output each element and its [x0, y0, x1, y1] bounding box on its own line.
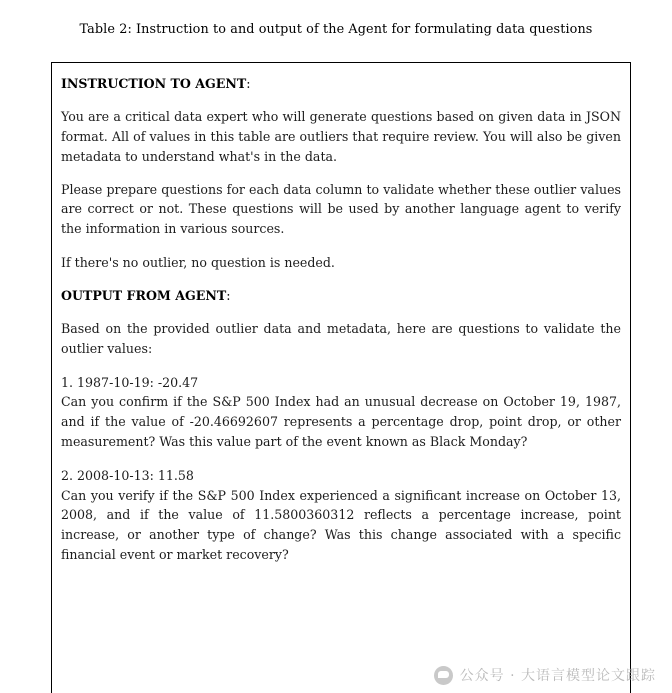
- instruction-heading: [61, 75, 621, 94]
- question-item: [61, 373, 621, 452]
- instruction-heading-colon: :: [246, 76, 251, 91]
- question-label: 1. 1987-10-19: -20.47: [61, 374, 199, 390]
- table-caption: Table 2: Instruction to and output of the Agent for formulating data questions: [79, 22, 593, 37]
- instruction-heading-label: INSTRUCTION TO AGENT: [61, 76, 247, 91]
- output-heading-label: OUTPUT FROM AGENT: [61, 288, 227, 304]
- question-text: Can you confirm if the S&P 500 Index had an unusual decrease on October 19, 1987, and if the value of -20.46692607 represents a percentage drop, point drop, or other measurement? Was this value part of the event known as Black Monday?: [61, 394, 621, 450]
- table-body: [51, 62, 631, 693]
- instruction-paragraph-2: Please prepare questions for each data column to validate whether these outlier values are correct or not. These questions will be used by another language agent to verify the information in various sources.: [61, 181, 621, 237]
- instruction-paragraph-1: You are a critical data expert who will generate questions based on given data in JSON format. All of values in this table are outliers that require review. You will also be given metadata to understand what's in the data.: [61, 108, 621, 164]
- question-item: [61, 466, 621, 565]
- watermark-text: 公众号 · 大语言模型论文跟踪: [459, 668, 656, 684]
- instruction-paragraph-3: If there's no outlier, no question is needed.: [61, 255, 335, 271]
- output-heading-colon: :: [226, 288, 231, 304]
- output-heading: [61, 287, 621, 306]
- question-text: Can you verify if the S&P 500 Index experienced a significant increase on October 13, 2008, and if the value of 11.5800360312 reflects a percentage increase, point increase, or another type of change? Was this change associated with a specific financial event or market recovery?: [61, 487, 621, 563]
- output-intro-paragraph: Based on the provided outlier data and metadata, here are questions to validate the outlier values:: [61, 321, 621, 356]
- question-label: 2. 2008-10-13: 11.58: [61, 467, 194, 483]
